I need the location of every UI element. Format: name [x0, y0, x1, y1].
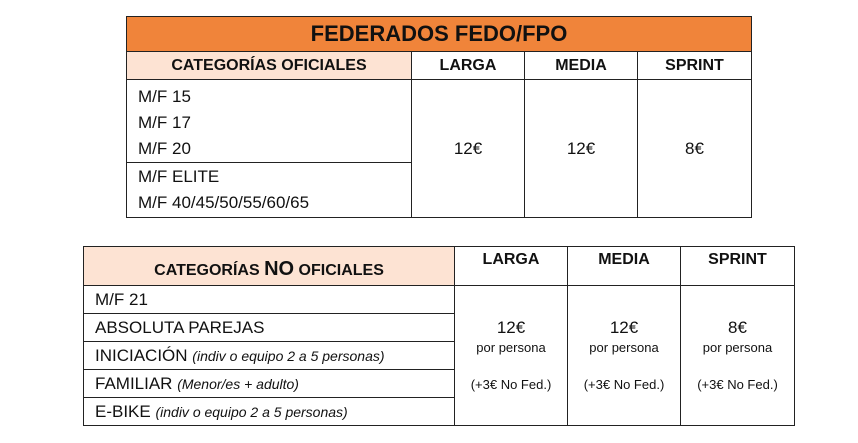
category-item: M/F 40/45/50/55/60/65: [138, 193, 310, 212]
no-oficiales-sprint-price: [681, 286, 795, 426]
federados-title: FEDERADOS FEDO/FPO: [127, 17, 752, 52]
category-row: [84, 342, 455, 370]
category-note: (indiv o equipo 2 a 5 personas): [192, 347, 385, 364]
category-label: ABSOLUTA PAREJAS: [95, 317, 265, 337]
no-oficiales-price-table: [83, 246, 795, 426]
federados-category-group-2: [127, 163, 412, 218]
price-per-person: por persona: [589, 340, 659, 355]
category-note: (indiv o equipo 2 a 5 personas): [155, 403, 348, 420]
header-prefix: CATEGORÍAS: [154, 262, 265, 279]
category-label: M/F 21: [95, 289, 148, 309]
price-surcharge: (+3€ No Fed.): [583, 377, 665, 392]
category-label: E-BIKE: [95, 401, 156, 421]
federados-sprint-price: 8€: [638, 80, 752, 218]
category-row: [84, 370, 455, 398]
header-suffix: OFICIALES: [294, 262, 384, 279]
federados-sprint-header: SPRINT: [638, 52, 752, 80]
no-oficiales-media-price: [568, 286, 681, 426]
category-item: M/F 15: [138, 87, 191, 106]
no-oficiales-sprint-header: SPRINT: [681, 247, 795, 286]
price-surcharge: (+3€ No Fed.): [697, 377, 778, 392]
price-amount: 12€: [496, 318, 526, 337]
no-oficiales-larga-price: [455, 286, 568, 426]
federados-price-table: [126, 16, 752, 218]
category-item: M/F 20: [138, 139, 191, 158]
category-label: FAMILIAR: [95, 373, 178, 393]
category-row: [84, 314, 455, 342]
price-amount: 8€: [728, 318, 747, 337]
price-surcharge: (+3€ No Fed.): [470, 377, 552, 392]
no-oficiales-category-header: [84, 247, 455, 286]
category-item: M/F ELITE: [138, 167, 220, 186]
category-label: INICIACIÓN: [95, 345, 193, 365]
category-row: [84, 286, 455, 314]
federados-larga-price: 12€: [412, 80, 525, 218]
price-per-person: por persona: [476, 340, 546, 355]
category-item: M/F 17: [138, 113, 191, 132]
no-oficiales-larga-header: LARGA: [455, 247, 568, 286]
header-highlight-no: NO: [264, 258, 295, 280]
federados-larga-header: LARGA: [412, 52, 525, 80]
price-per-person: por persona: [702, 340, 773, 355]
no-oficiales-media-header: MEDIA: [568, 247, 681, 286]
category-row: [84, 398, 455, 426]
price-amount: 12€: [609, 318, 639, 337]
federados-media-header: MEDIA: [525, 52, 638, 80]
federados-media-price: 12€: [525, 80, 638, 218]
federados-category-group-1: [127, 80, 412, 163]
category-note: (Menor/es + adulto): [177, 375, 299, 392]
federados-category-header: CATEGORÍAS OFICIALES: [127, 52, 412, 80]
